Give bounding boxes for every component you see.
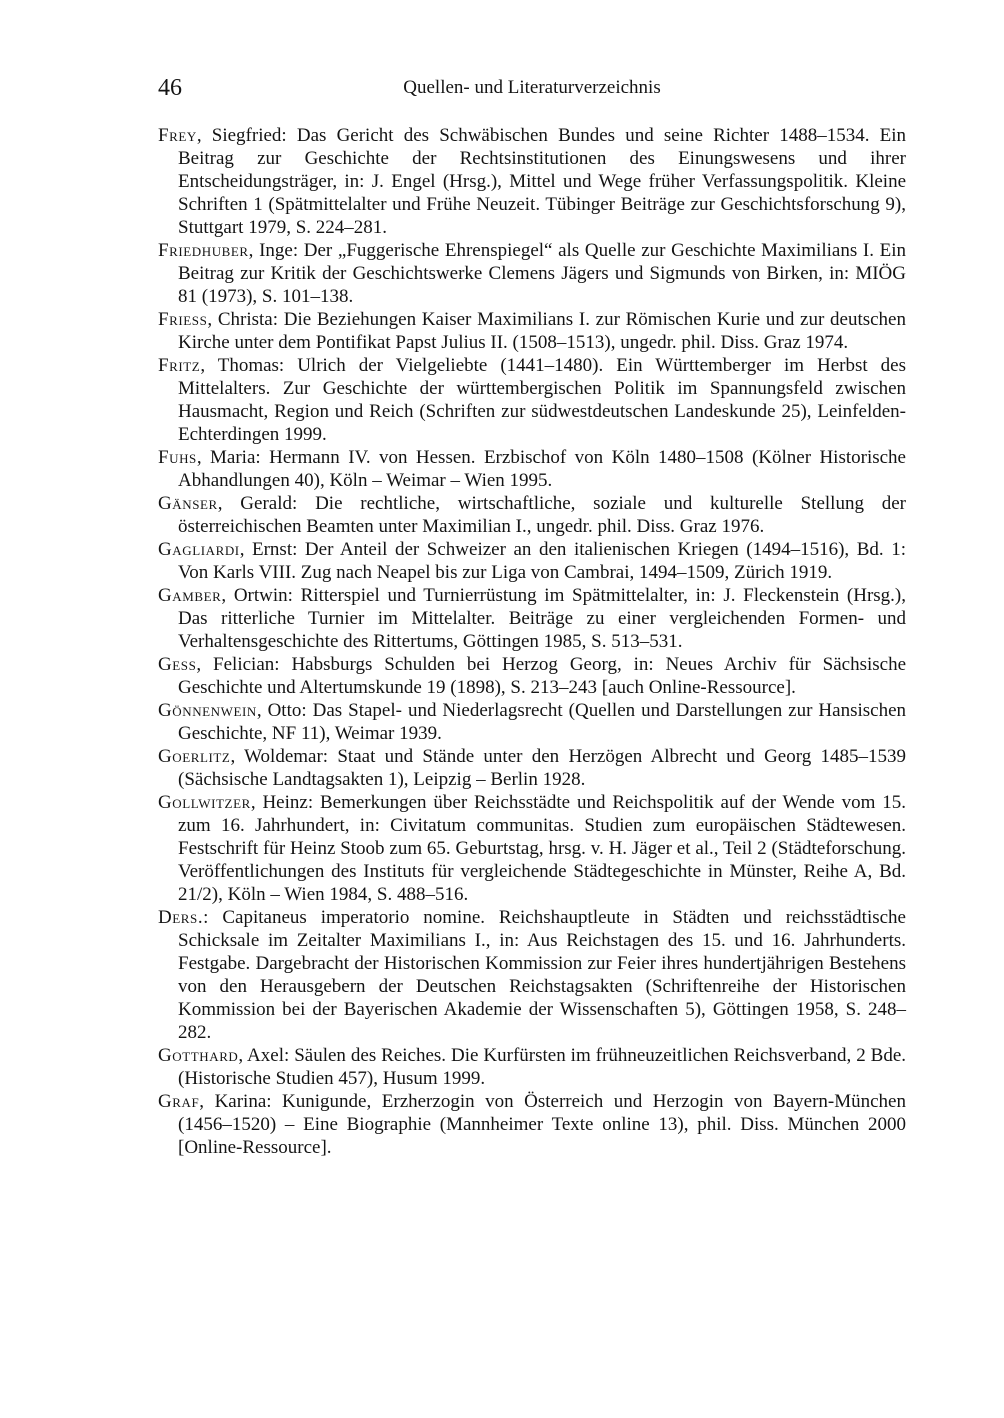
entry-text: , Gerald: Die rechtliche, wirtschaftliche, soziale und kulturelle Stellung der österreichischen Beamten unter Maximilian I., ungedr. phil. Diss. Graz 1976. (178, 493, 906, 537)
bibliography-entry (158, 124, 906, 239)
entry-author: Fritz (158, 355, 201, 376)
entry-text: , Siegfried: Das Gericht des Schwäbischen Bundes und seine Richter 1488–1534. Ein Beitrag zur Geschichte der Rechtsinstitutionen des Einungswesens und ihrer Entscheidungsträger, in: J. Engel (Hrsg.), Mittel und Wege früher Verfassungspolitik. Kleine Schriften 1 (Spätmittelalter und Frühe Neuzeit. Tübinger Beiträge zur Geschichtsforschung 9), Stuttgart 1979, S. 224–281. (178, 125, 906, 238)
entry-text: , Thomas: Ulrich der Vielgeliebte (1441–1480). Ein Württemberger im Herbst des Mittelalters. Zur Geschichte der württembergischen Politik im Spannungsfeld zwischen Hausmacht, Region und Reich (Schriften zur südwestdeutschen Landeskunde 25), Leinfelden-Echterdingen 1999. (178, 355, 906, 445)
entry-author: Frey (158, 125, 197, 146)
bibliography-entry (158, 492, 906, 538)
entry-text: , Woldemar: Staat und Stände unter den Herzögen Albrecht und Georg 1485–1539 (Sächsische Landtagsakten 1), Leipzig – Berlin 1928. (178, 746, 906, 790)
entry-author: Gollwitzer (158, 792, 251, 813)
entry-author: Gagliardi (158, 539, 240, 560)
entry-text: , Christa: Die Beziehungen Kaiser Maximilians I. zur Römischen Kurie und zur deutschen Kirche unter dem Pontifikat Papst Julius II. (1508–1513), ungedr. phil. Diss. Graz 1974. (178, 309, 906, 353)
entry-text: , Ernst: Der Anteil der Schweizer an den italienischen Kriegen (1494–1516), Bd. 1: Von Karls VIII. Zug nach Neapel bis zur Liga von Cambrai, 1494–1509, Zürich 1919. (178, 539, 906, 583)
entry-text: , Inge: Der „Fuggerische Ehrenspiegel“ als Quelle zur Geschichte Maximilians I. Ein Beitrag zur Kritik der Geschichtswerke Clemens Jägers und Sigmunds von Birken, in: MIÖG 81 (1973), S. 101–138. (178, 240, 906, 307)
entry-author: Gamber (158, 585, 222, 606)
bibliography-entry (158, 538, 906, 584)
entry-author: Goerlitz (158, 746, 231, 767)
entry-author: Friess (158, 309, 208, 330)
entry-author: Gänser (158, 493, 218, 514)
entry-author: Gess (158, 654, 197, 675)
entry-text: , Axel: Säulen des Reiches. Die Kurfürsten im frühneuzeitlichen Reichsverband, 2 Bde. (Historische Studien 457), Husum 1999. (178, 1045, 906, 1089)
page-content (158, 72, 906, 1159)
entry-author: Ders. (158, 907, 204, 928)
entry-text: , Otto: Das Stapel- und Niederlagsrecht (Quellen und Darstellungen zur Hansischen Geschichte, NF 11), Weimar 1939. (178, 700, 906, 744)
bibliography-entry (158, 1044, 906, 1090)
entry-text: , Ortwin: Ritterspiel und Turnierrüstung im Spätmittelalter, in: J. Fleckenstein (Hrsg.), Das ritterliche Turnier im Mittelalter. Beiträge zu einer vergleichenden Formen- und Verhaltensgeschichte des Rittertums, Göttingen 1985, S. 513–531. (178, 585, 906, 652)
entry-text: : Capitaneus imperatorio nomine. Reichshauptleute in Städten und reichsstädtische Schicksale im Zeitalter Maximilians I., in: Aus Reichstagen des 15. und 16. Jahrhunderts. Festgabe. Dargebracht der Historischen Kommission zur Feier ihres hundertjährigen Bestehens von den Herausgebern der Deutschen Reichstagsakten (Schriftenreihe der Historischen Kommission bei der Bayerischen Akademie der Wissenschaften 5), Göttingen 1958, S. 248–282. (178, 907, 906, 1043)
entry-author: Fuhs (158, 447, 197, 468)
bibliography-entry (158, 699, 906, 745)
bibliography-entry (158, 584, 906, 653)
entry-text: , Maria: Hermann IV. von Hessen. Erzbischof von Köln 1480–1508 (Kölner Historische Abhandlungen 40), Köln – Weimar – Wien 1995. (178, 447, 906, 491)
running-header: Quellen- und Literaturverzeichnis (403, 77, 661, 98)
bibliography-entry (158, 239, 906, 308)
bibliography-entry (158, 354, 906, 446)
bibliography-entry (158, 446, 906, 492)
entry-author: Gotthard (158, 1045, 239, 1066)
entry-text: , Felician: Habsburgs Schulden bei Herzog Georg, in: Neues Archiv für Sächsische Geschichte und Altertumskunde 19 (1898), S. 213–243 [auch Online-Ressource]. (178, 654, 906, 698)
entry-text: , Heinz: Bemerkungen über Reichsstädte und Reichspolitik auf der Wende vom 15. zum 16. Jahrhundert, in: Civitatum communitas. Studien zum europäischen Städtewesen. Festschrift für Heinz Stoob zum 65. Geburtstag, hrsg. v. H. Jäger et al., Teil 2 (Städteforschung. Veröffentlichungen des Instituts für vergleichende Städtegeschichte in Münster, Reihe A, Bd. 21/2), Köln – Wien 1984, S. 488–516. (178, 792, 906, 905)
entry-author: Gönnenwein (158, 700, 257, 721)
bibliography-list (158, 124, 906, 1159)
bibliography-entry (158, 1090, 906, 1159)
bibliography-entry (158, 653, 906, 699)
entry-author: Friedhuber (158, 240, 249, 261)
entry-text: , Karina: Kunigunde, Erzherzogin von Österreich und Herzogin von Bayern-München (1456–1520) – Eine Biographie (Mannheimer Texte online 13), phil. Diss. München 2000 [Online-Ressource]. (178, 1091, 906, 1158)
page-number: 46 (158, 75, 182, 101)
page-masthead (158, 72, 906, 104)
bibliography-entry (158, 791, 906, 906)
bibliography-entry (158, 745, 906, 791)
entry-author: Graf (158, 1091, 200, 1112)
bibliography-entry (158, 906, 906, 1044)
bibliography-entry (158, 308, 906, 354)
